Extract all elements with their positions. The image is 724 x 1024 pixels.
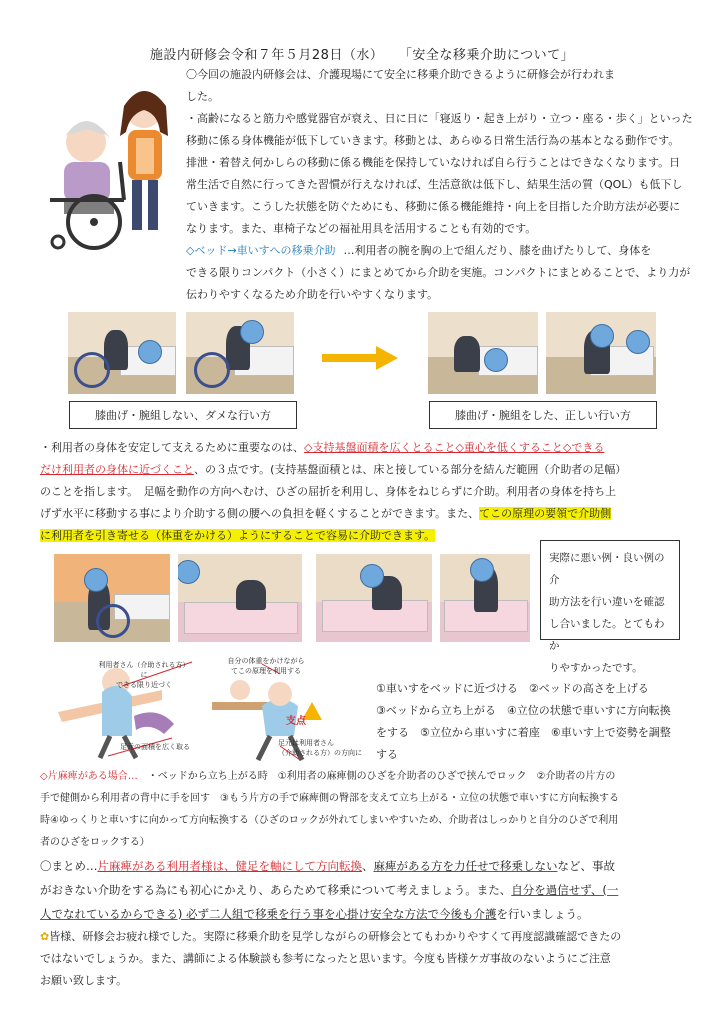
diagram-text: できる限り近づく — [116, 681, 172, 689]
highlighted-text: てこの原理の要領で介助側 — [479, 507, 612, 520]
diagram-label-weight — [216, 656, 316, 676]
intro-body-line: ていきます。こうした状態を防ぐためにも、移動に係る機能維持・向上を目指した介助方法が必要に — [186, 200, 681, 213]
closing-text: 皆様、研修会お疲れ様でした。実際に移乗介助を見学しながらの研修会とてもわかりやすくて再度認識確認できたの — [49, 930, 622, 943]
diagram-label-close — [96, 660, 192, 690]
diagram-label-fulcrum: 支点 — [286, 716, 306, 727]
bad-example-photo-1 — [68, 312, 176, 394]
summary-emphasis: 自分を過信せず、(一 — [511, 883, 619, 897]
note-line: 助方法を行い違いを確認 — [549, 596, 665, 608]
bad-example-photo-2 — [186, 312, 294, 394]
summary-text: など、事故 — [557, 859, 615, 873]
intro-body-line: 移動に係る身体機能が低下していきます。移動とは、あらゆる日常生活行為の基本となる動作です。 — [186, 134, 680, 147]
bad-example-label: 膝曲げ・腕組しない、ダメな行い方 — [69, 401, 297, 429]
paralysis-section — [40, 766, 690, 854]
closing-section — [40, 926, 690, 992]
paralysis-text: 手で健側から利用者の背中に手を回す ③もう片方の手で麻痺側の臀部を支えて立ち上がる・立位の状態で車いすに方向転換する — [40, 793, 619, 804]
step-line: する — [376, 748, 398, 761]
principles-text: のことを指します。 足幅を動作の方向へむけ、ひざの屈折を利用し、身体をねじらずに介助。利用者の身体を持ち上 — [40, 485, 617, 498]
diagram-text: 自分の体重をかけながら — [227, 657, 305, 665]
closing-text: ではないでしょうか。また、講師による体験談も参考になったと思います。今度も皆様ケガ事故のないようにご注意 — [40, 952, 611, 965]
summary-emphasis: 片麻痺がある利用者様は、健足を軸にして方向転換 — [97, 859, 362, 873]
caregiver-wheelchair-illustration — [44, 82, 184, 252]
title-date: 施設内研修会令和７年５月28日（水） — [149, 48, 384, 63]
intro-body-line: なります。また、車椅子などの福祉用具を活用することも有効的です。 — [186, 222, 537, 235]
step-line: ③ベッドから立ち上がる ④立位の状態で車いすに方向転換 — [376, 704, 671, 717]
intro-section — [186, 64, 696, 306]
summary-text: を行いましょう。 — [496, 907, 589, 921]
bed-transfer-text: …利用者の腕を胸の上で組んだり、膝を曲げたりして、身体を — [343, 244, 652, 257]
intro-body-line: 常生活で自然に行ってきた習慣が行えなければ、生活意欲は低下し、結果生活の質（QOL）も低下し — [186, 178, 683, 191]
good-example-photo-1 — [428, 312, 538, 394]
bed-transfer-text: できる限りコンパクト（小さく）にまとめてから介助を実施。コンパクトにまとめることで、より力が — [186, 266, 691, 279]
practice-photo-4 — [440, 554, 530, 642]
closing-text: お願い致します。 — [40, 974, 128, 987]
summary-section — [40, 854, 690, 926]
paralysis-text: ・ベッドから立ち上がる時 ①利用者の麻痺側のひざを介助者のひざで挟んでロック ②介助者の片方の — [147, 771, 616, 782]
good-example-label: 膝曲げ・腕組をした、正しい行い方 — [429, 401, 657, 429]
summary-label: 〇まとめ… — [40, 859, 98, 873]
practice-photo-3 — [316, 554, 432, 642]
page-title — [0, 44, 724, 63]
principles-text: ・利用者の身体を安定して支えるために重要なのは、 — [40, 441, 304, 454]
summary-emphasis: 麻痺がある方を力任せで移乗しない — [373, 859, 558, 873]
bed-transfer-text: 伝わりやすくなるため介助を行いやすくなります。 — [186, 288, 439, 301]
note-line: し合いました。とてもわか — [549, 618, 665, 652]
principle-base-area: ◇支持基盤面積を広くとること — [304, 441, 456, 454]
principle-low-center: ◇重心を低くすること — [455, 441, 563, 454]
paralysis-heading: ◇片麻痺がある場合… — [40, 771, 138, 782]
diagram-text: 利用者さん（介助される方）に — [98, 661, 190, 679]
step-line: をする ⑤立位から車いすに着座 ⑥車いす上で姿勢を調整 — [376, 726, 671, 739]
principle-close: ◇できる — [562, 441, 605, 454]
practice-note-box — [540, 540, 680, 674]
principle-close-text: だけ利用者の身体に近づくこと — [40, 463, 194, 476]
diagram-label-feet-wide: 足元の面積を広く取る — [120, 743, 190, 751]
practice-photo-1 — [54, 554, 170, 642]
note-line: りやすかったです。 — [549, 662, 643, 674]
steps-list — [376, 678, 696, 766]
summary-text: 、 — [362, 859, 374, 873]
summary-text: がおきない介助をする為にも初心にかえり、あらためて移乗について考えましょう。また、 — [40, 883, 512, 897]
bed-transfer-heading: ◇ベッド→車いすへの移乗介助 — [186, 244, 336, 257]
good-example-photo-2 — [546, 312, 656, 394]
step-line: ①車いすをベッドに近づける ②ベッドの高さを上げる — [376, 682, 649, 695]
practice-photo-2 — [178, 554, 302, 642]
diagram-text: てこの原理を利用する — [231, 667, 301, 675]
paralysis-text: 者のひざをロックする） — [40, 837, 150, 848]
highlighted-text: に利用者を引き寄せる（体重をかける）ようにすることで容易に介助できます。 — [40, 529, 436, 542]
principles-text: 、の３点です。(支持基盤面積とは、床と接している部分を結んだ範囲（介助者の足幅） — [194, 463, 627, 476]
note-line: 実際に悪い例・良い例の介 — [549, 552, 665, 586]
diagram-label-feet-direction — [278, 738, 362, 758]
arrow-right-icon — [322, 346, 398, 370]
principles-text: げず水平に移動する事により介助する側の腰への負担を軽くすることができます。また、 — [40, 507, 480, 520]
summary-emphasis: 人でなれているからできる) 必ず二人組で移乗を行う事を心掛け安全な方法で今後も介護 — [40, 907, 497, 921]
title-topic: 「安全な移乗介助について」 — [405, 48, 575, 63]
intro-line1: 〇今回の施設内研修会は、介護現場にて安全に移乗介助できるように研修会が行われま — [186, 68, 615, 81]
principles-section — [40, 437, 690, 547]
intro-body-line: ・高齢になると筋力や感覚器官が衰え、日に日に「寝返り・起き上がり・立つ・座る・歩く」といった — [186, 112, 693, 125]
diagram-text: 足元は利用者さん — [278, 739, 334, 747]
intro-body-line: 排泄・着替え何かしらの移動に係る機能を保持していなければ自ら行うことはできなくなります。日 — [186, 156, 681, 169]
paralysis-text: 時④ゆっくりと車いすに向かって方向転換する（ひざのロックが外れてしまいやすいため、介助者はしっかりと自分のひざで利用 — [40, 815, 619, 826]
intro-line2: した。 — [186, 90, 219, 103]
flower-icon: ✿ — [40, 930, 50, 943]
diagram-text: （介助される方）の方向に — [278, 749, 362, 757]
